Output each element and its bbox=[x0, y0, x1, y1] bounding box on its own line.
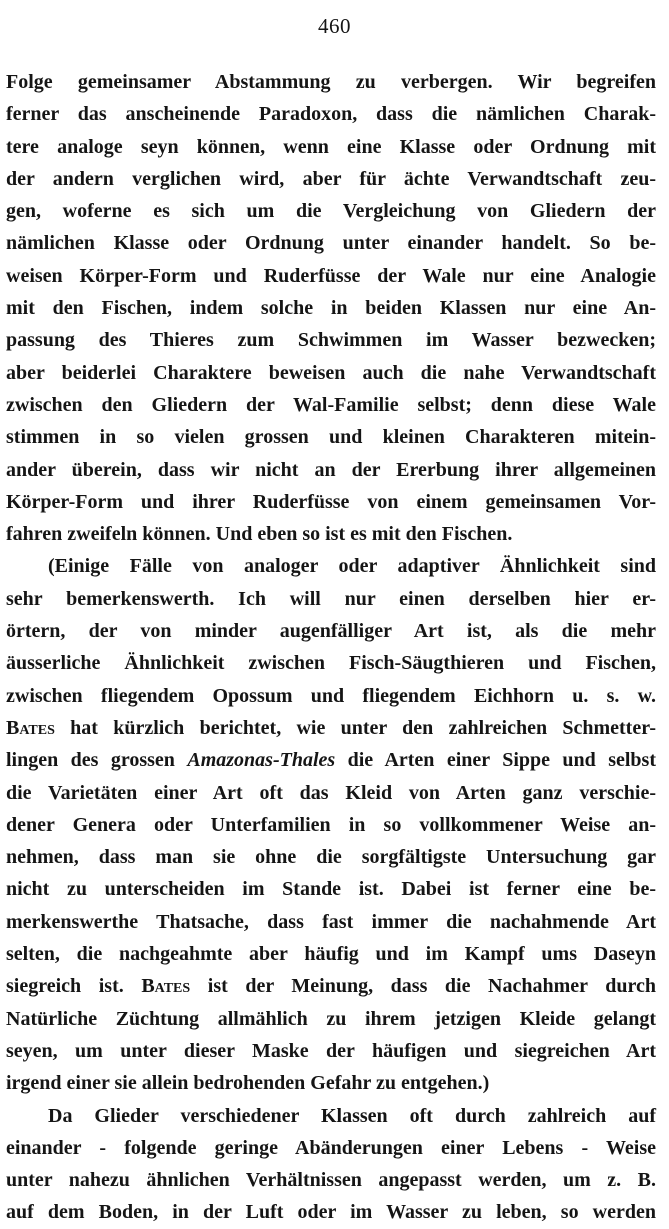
text-line: merkenswerthe Thatsache, dass fast immer die nachahmende Art bbox=[6, 910, 656, 933]
text-line: sehr bemerkenswerth. Ich will nur einen derselben hier er- bbox=[6, 587, 656, 610]
text-line: der andern verglichen wird, aber für ächte Verwandtschaft zeu- bbox=[6, 167, 656, 190]
text-line: Körper-Form und ihrer Ruderfüsse von einem gemeinsamen Vor- bbox=[6, 490, 656, 513]
line-text: ist der Meinung, dass die Nachahmer durch bbox=[190, 975, 656, 998]
text-line: irgend einer sie allein bedrohenden Gefahr zu entgehen.) bbox=[6, 1072, 490, 1095]
text-line: zwischen den Gliedern der Wal-Familie selbst; denn diese Wale bbox=[6, 393, 656, 416]
text-line: äusserliche Ähnlichkeit zwischen Fisch-Säugthieren und Fischen, bbox=[6, 652, 656, 675]
text-line: aber beiderlei Charaktere beweisen auch die nahe Verwandtschaft bbox=[6, 361, 656, 384]
text-line: nicht zu unterscheiden im Stande ist. Dabei ist ferner eine be- bbox=[6, 878, 656, 901]
author-name: Bates bbox=[141, 975, 191, 998]
body-text bbox=[6, 66, 656, 1229]
text-line: fahren zweifeln können. Und eben so ist es mit den Fischen. bbox=[6, 523, 513, 546]
author-name: Bates bbox=[6, 716, 55, 739]
text-line bbox=[6, 744, 656, 776]
text-line: auf dem Boden, in der Luft oder im Wasser zu leben, so werden bbox=[6, 1201, 656, 1224]
text-line: örtern, der von minder augenfälliger Art ist, als die mehr bbox=[6, 620, 656, 643]
text-line: Folge gemeinsamer Abstammung zu verbergen. Wir begreifen bbox=[6, 71, 656, 93]
text-line: seyen, um unter dieser Maske der häufigen und siegreichen Art bbox=[6, 1039, 656, 1062]
text-line: selten, die nachgeahmte aber häufig und im Kampf ums Daseyn bbox=[6, 943, 656, 966]
line-text: siegreich ist. bbox=[6, 975, 142, 998]
line-text: hat kürzlich berichtet, wie unter den zahlreichen Schmetter- bbox=[54, 716, 656, 739]
text-line: gen, woferne es sich um die Vergleichung von Gliedern der bbox=[6, 200, 656, 223]
text-line: nämlichen Klasse oder Ordnung unter einander handelt. So be- bbox=[6, 232, 656, 255]
text-line: passung des Thieres zum Schwimmen im Wasser bezwecken; bbox=[6, 329, 656, 352]
text-line: mit den Fischen, indem solche in beiden Klassen nur eine An- bbox=[6, 297, 656, 320]
text-line: (Einige Fälle von analoger oder adaptiver Ähnlichkeit sind bbox=[48, 555, 656, 578]
text-line bbox=[6, 712, 656, 744]
text-line: stimmen in so vielen grossen und kleinen Charakteren mitein- bbox=[6, 426, 656, 449]
text-line bbox=[6, 970, 656, 1002]
text-line: dener Genera oder Unterfamilien in so vollkommener Weise an- bbox=[6, 813, 656, 836]
place-name: Amazonas-Thales bbox=[187, 749, 336, 772]
line-text: lingen des grossen bbox=[6, 749, 188, 772]
text-line: Da Glieder verschiedener Klassen oft durch zahlreich auf bbox=[48, 1104, 656, 1127]
text-line: ander überein, dass wir nicht an der Ererbung ihrer allgemeinen bbox=[6, 458, 656, 481]
text-line: weisen Körper-Form und Ruderfüsse der Wale nur eine Analogie bbox=[6, 264, 656, 287]
page-number: 460 bbox=[318, 14, 351, 38]
text-line: ferner das anscheinende Paradoxon, dass die nämlichen Charak- bbox=[6, 103, 656, 126]
text-line: nehmen, dass man sie ohne die sorgfältigste Untersuchung gar bbox=[6, 846, 656, 869]
text-line: zwischen fliegendem Opossum und fliegendem Eichhorn u. s. w. bbox=[6, 684, 656, 707]
line-text: die Arten einer Sippe und selbst bbox=[335, 749, 656, 772]
text-line: unter nahezu ähnlichen Verhältnissen angepasst werden, um z. B. bbox=[6, 1169, 656, 1192]
text-line: die Varietäten einer Art oft das Kleid von Arten ganz verschie- bbox=[6, 781, 656, 804]
text-line: tere analoge seyn können, wenn eine Klasse oder Ordnung mit bbox=[6, 135, 656, 158]
text-line: einander - folgende geringe Abänderungen einer Lebens - Weise bbox=[6, 1136, 656, 1159]
text-line: Natürliche Züchtung allmählich zu ihrem jetzigen Kleide gelangt bbox=[6, 1007, 656, 1030]
